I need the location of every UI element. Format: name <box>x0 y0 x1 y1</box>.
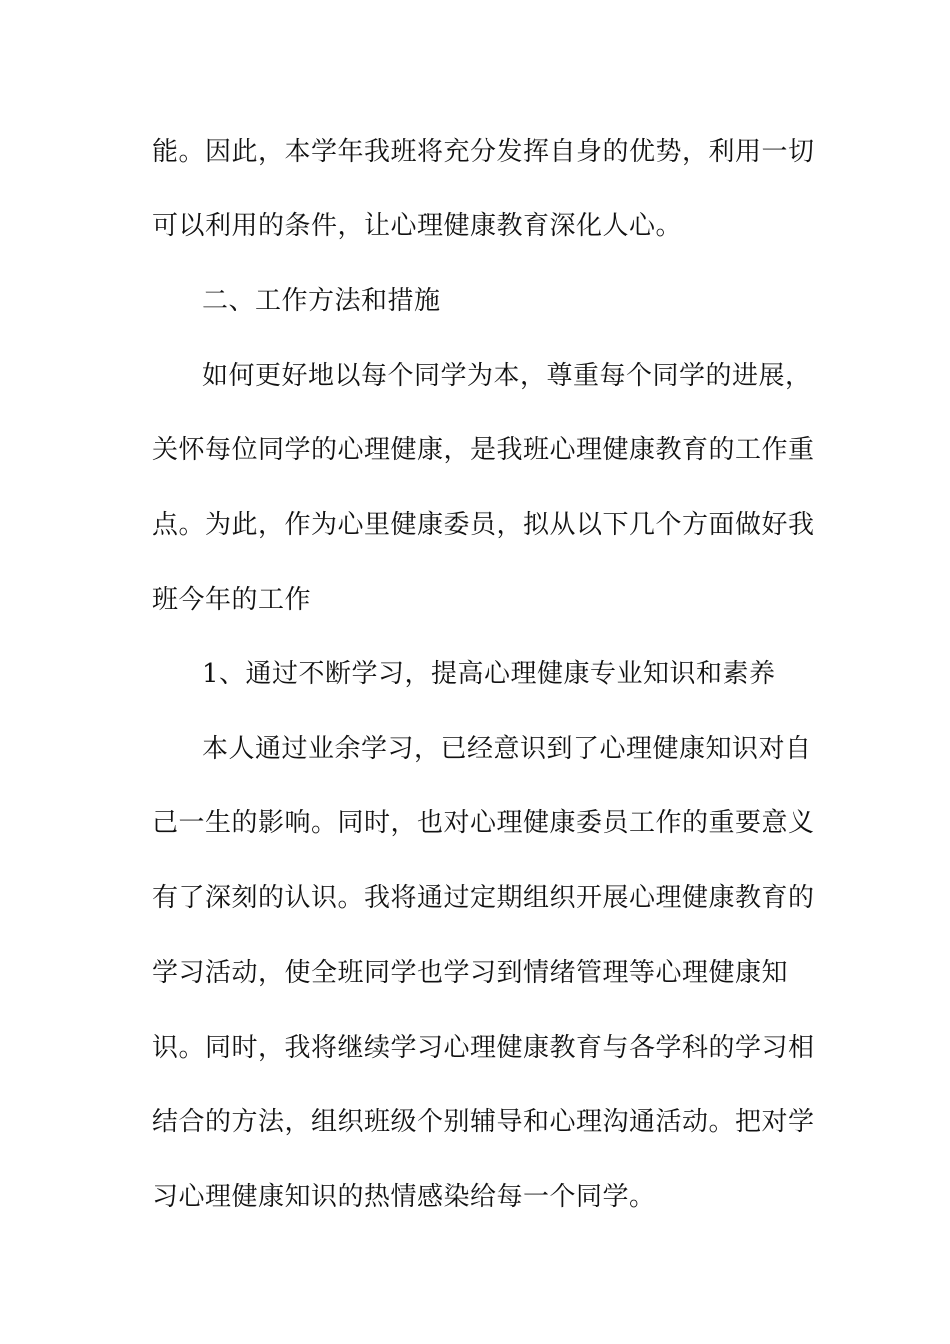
body-text-line: 班今年的工作 <box>152 585 312 615</box>
section-heading: 二、工作方法和措施 <box>202 286 441 316</box>
body-text-line: 结合的方法，组织班级个别辅导和心理沟通活动。把对学 <box>152 1107 815 1137</box>
subsection-heading: 1、通过不断学习，提高心理健康专业知识和素养 <box>202 659 776 689</box>
body-text-line: 有了深刻的认识。我将通过定期组织开展心理健康教育的 <box>152 883 815 913</box>
body-text-line: 点。为此，作为心里健康委员，拟从以下几个方面做好我 <box>152 510 815 540</box>
body-text-line: 能。因此，本学年我班将充分发挥自身的优势，利用一切 <box>152 137 815 167</box>
body-text-line: 本人通过业余学习，已经意识到了心理健康知识对自 <box>202 734 812 764</box>
body-text-line: 识。同时，我将继续学习心理健康教育与各学科的学习相 <box>152 1033 815 1063</box>
body-text-line: 关怀每位同学的心理健康，是我班心理健康教育的工作重 <box>152 435 815 465</box>
body-text-line: 如何更好地以每个同学为本，尊重每个同学的进展， <box>202 361 812 391</box>
body-text-line: 可以利用的条件，让心理健康教育深化人心。 <box>152 211 683 241</box>
body-text-line: 习心理健康知识的热情感染给每一个同学。 <box>152 1182 656 1212</box>
body-text-line: 学习活动，使全班同学也学习到情绪管理等心理健康知 <box>152 958 789 988</box>
body-text-line: 己一生的影响。同时，也对心理健康委员工作的重要意义 <box>152 808 815 838</box>
